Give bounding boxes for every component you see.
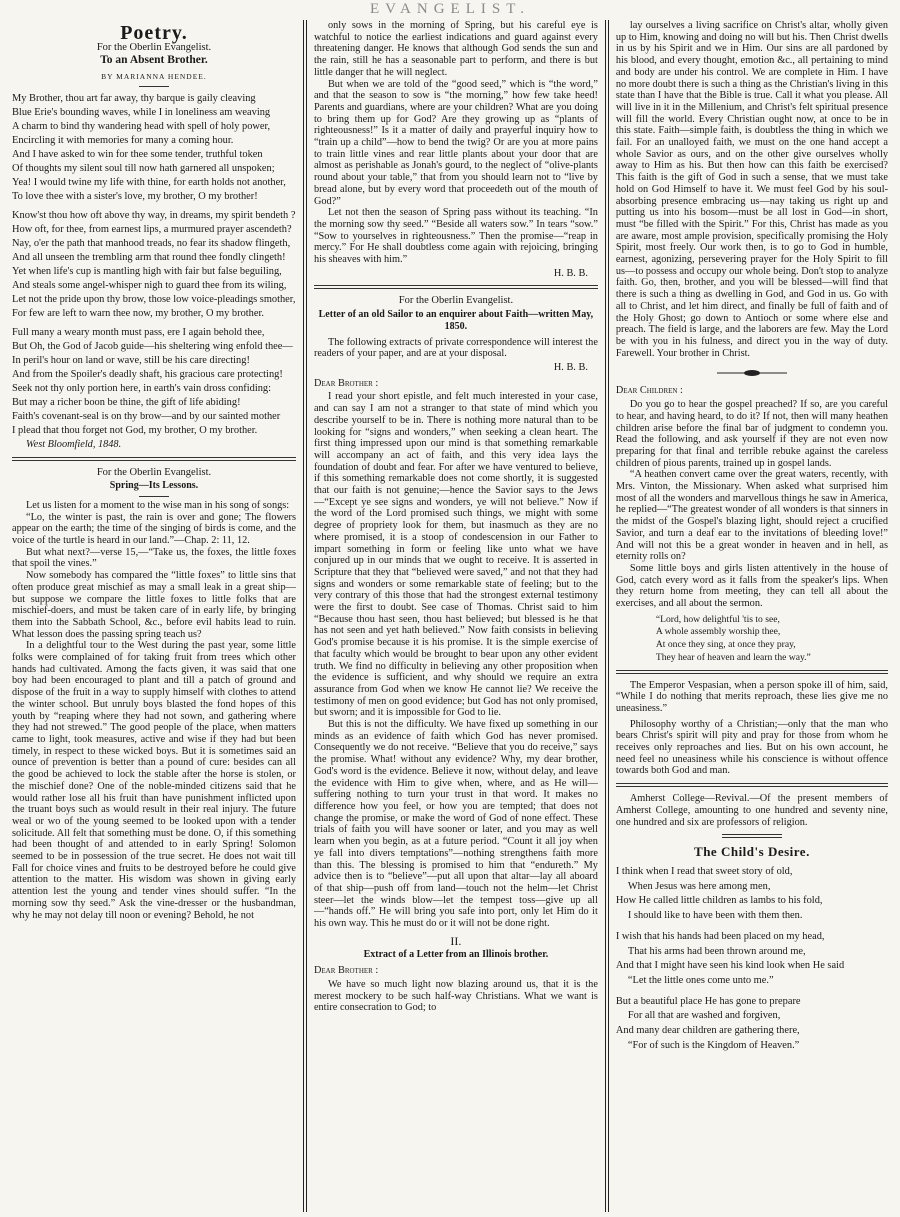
paragraph: I read your short epistle, and felt much interested in your case, and can say I am not a stranger to that state of mind which you describe yourself to be in. There is nothing more natural than to be looking for “signs and wonders,” when seeking a clean heart. The first thing impressed upon our mind is that something remarkable will accompany an act of faith, and this very idea lays the foundation of doubt and fear. For after we have ventured to believe, if this something remarkable does not come shortly, it is suggested that our faith is not genuine;—hence the Savior says to the Jews—“Except ye see signs and wonders, ye will not believe.” Now if the word of the Lord promised such things, we might with some degree of propriety look for them, but inasmuch as they are no where promised, it is a stoop of condescension in our Father to impart something in form or feeling like unto what we have conjured up in our minds that we ought to receive. It is asserted in Scripture that they that “believed were saved,” and not that they had signs and wonders or some remarkable state of feeling; but to the very contrary of this those that had the strongest external testimony were the first to doubt. See case of Thomas. Christ said to him “Because thou hast seen, thou hast believed; but blessed is he that has not seen and yet hath believed.” Now faith consists in believing God's promise because it is his promise. It is the simple exercise of that faculty which would be brought to bear upon any other evident truth. We find no difficulty in believing any other proposition when the evidence is sufficient, and why should we require an extra assurance from God when we know He cannot lie? We receive the testimony of men on good evidence; but God has not only promised, but sworn; and it is impossible for God to lie. [313, 391, 598, 719]
amherst-item: Amherst College—Revival.—Of the present members of Amherst College, amounting to one hundred and seventy nine, one hundred and six are professors of religion. [615, 793, 888, 828]
signature: H. B. B. [553, 361, 588, 373]
section-rule [12, 457, 296, 461]
poem-line: When Jesus was here among men, [627, 880, 771, 892]
poem-line: Know'st thou how oft above thy way, in dreams, my spirit bendeth ? [12, 209, 296, 221]
section-rule [616, 783, 888, 787]
poem-line: In peril's hour on land or wave, still be his care directing! [12, 354, 250, 366]
poem-line: I plead that thou forget not God, my brother, O my brother. [12, 424, 258, 436]
hymn-verse [656, 614, 888, 664]
divider [139, 86, 169, 87]
poem-line: And steals some angel-whisper nigh to guard thee from its wiling, [12, 279, 287, 291]
poem-line: And that I might have seen his kind look when He said [615, 960, 845, 972]
verse-line: At once they sing, at once they pray, [655, 639, 796, 651]
poem-line: And many dear children are gathering there, [615, 1025, 800, 1037]
letter-body [314, 391, 598, 929]
poem-line: “For of such is the Kingdom of Heaven.” [627, 1039, 800, 1051]
column-rule [303, 20, 307, 1212]
column-rule [605, 20, 609, 1212]
poem-line: How oft, for thee, from earnest lips, a murmured prayer ascendeth? [12, 223, 292, 235]
section-rule [314, 285, 598, 289]
paragraph: But what next?—verse 15,—“Take us, the foxes, the little foxes that spoil the vines.” [12, 546, 296, 570]
letter2-salutation: Dear Brother : [313, 965, 379, 977]
page-columns [6, 20, 894, 1212]
vespasian-item: The Emperor Vespasian, when a person spoke ill of him, said, “While I do nothing that merits reproach, these lies give me no uneasiness.” [615, 679, 888, 714]
letter-salutation: Dear Brother : [313, 377, 379, 389]
poem-line: I should like to have been with them then. [627, 910, 803, 922]
paragraph: only sows in the morning of Spring, but his careful eye is watchful to notice the earliest indications and guard against every threatening danger. He knows that although God sends the sun and the rain, still he has a seasonable part to perform, and there is but little danger that he will neglect. [313, 20, 598, 78]
letter-source: For the Oberlin Evangelist. [398, 295, 514, 307]
masthead: EVANGELIST. [369, 1, 531, 17]
poem2-body [616, 866, 888, 1060]
poem-line: I think when I read that sweet story of old, [615, 866, 793, 877]
letter-title: Letter of an old Sailor to an enquirer about Faith—written May, 1850. [318, 309, 594, 332]
stanza-gap [616, 1054, 888, 1060]
poem-byline: BY MARIANNA HENDEE. [101, 72, 207, 82]
column-1 [6, 20, 302, 1212]
paragraph: “A heathen convert came over the great waters, recently, with Mrs. Vinton, the Missionary. When asked what surprised him most of all the wonders and marvellous things he saw in America, he replied—“The greatest wonder of all wonders is that sinners in the midst of the Gospel's blazing light, should reject a crucified Savior, and turn a deaf ear to the invitations of bleeding love!” And will not this be a great wonder in heaven and in hell, as eternity rolls on? [615, 469, 888, 563]
paragraph: Some little boys and girls listen attentively in the house of God, catch every word as it falls from the speaker's lips. When they return home from meeting, they can tell all about the exercises, and all about the sermon. [615, 562, 888, 610]
paragraph: But this is not the difficulty. We have fixed up something in our minds as an evidence of faith which God has never promised. Consequently we do not receive. “Believe that you do receive,” says the promise. What! without any evidence? Why, my dear brother, God's word is the evidence. Believe it now, without delay, and leave the evidence with Him to give when, where, and as He will—suffering nothing to turn your trust in that word. It makes no difference how you feel, or how you are tempted; that does not change the promise, or make the word of God of none effect. These trials of faith you will have sooner or later, and you may as well learn when you begin, as at a future period. “Count it all joy when ye fall into divers temptations”—nothing strengthens faith more than this. The blessing is promised to him that “endureth.” My advice then is to “believe”—put all upon that altar—lay all aboard of that ship—push off from land—touch not the helm—let Christ steer—let the winds blow—let the tempest toss—give up all—“hands off.” He will bring you safe into port, only let Him do it his own way. This he must do or it will not be done right. [313, 719, 598, 930]
poem-line: Yea! I would twine my life with thine, for earth holds not another, [12, 176, 286, 188]
poem-line: Of thoughts my silent soul till now hath garnered all unspoken; [12, 162, 275, 174]
article-source: For the Oberlin Evangelist. [96, 466, 212, 478]
ornament-divider [616, 369, 888, 377]
poem-line: Let not the pride upon thy brow, those low voice-pleadings smother, [12, 293, 296, 305]
article-title: Spring—Its Lessons. [109, 480, 199, 492]
poem-line: For few are left to warn thee now, my brother, O my brother. [12, 307, 264, 319]
children-salutation: Dear Children : [615, 385, 683, 397]
poem-line: Encircling it with memories for many a coming hour. [12, 134, 234, 146]
poem-dateline: West Bloomfield, 1848. [26, 438, 122, 450]
poem-line: And from the Spoiler's deadly shaft, his gracious care protecting! [12, 368, 283, 380]
poem-line: For all that are washed and forgiven, [627, 1010, 781, 1022]
column-3 [610, 20, 894, 1212]
paragraph: Let us listen for a moment to the wise man in his song of songs: [26, 499, 290, 511]
poem-line: But Oh, the God of Jacob guide—his sheltering wing enfold thee— [12, 340, 293, 352]
section-rule [722, 834, 782, 838]
poem-line: And all unseen the trembling arm that round thee fondly clingeth! [12, 251, 286, 263]
poem2-title: The Child's Desire. [694, 844, 810, 860]
article-body [12, 500, 296, 921]
paragraph: In a delightful tour to the West during the past year, some little folks were complained of for taking fruit from trees which other hands had cultivated. Among the facts given, it was said that one boy had been encouraged to plant and till a patch of ground and dispose of the fruit in a way to supply himself with clothes to attend the winter school. But unruly boys blasted the fond hopes of this youth by “reaping where they had not sown, and gathering where they had not strewed.” The good people of the place, when matters came to light, took measures, active and wise if they had but been timely, in respect to these wicked boys. But it is sometimes said an ounce of prevention is better than a pound of cure: besides can all the good be achieved to lock the stable after the horse is stolen, or the mischief done? One of the noble-minded citizens said that he would rather lose all his fruit than have punishment inflicted upon the truant boys such as would result in their real injury. The future weal or wo of the young seemed to be looked upon with a tender solicitude. All felt that something must be done. O, if this something had been thought of and attended to in early Spring! Solomon seemed to be in possession of the true secret. He does not wait till Fall for choice vines and fruits to be destroyed before he could give attention to the matter. His wisdom was shown in giving early attention lest the young and tender vines should suffer. “In the morning sow thy seed.” Ask the vine-dresser or the husbandman, why he may not delay till noon or evening? Behold, he not [12, 640, 296, 921]
column-2 [308, 20, 604, 1212]
paragraph: Let not then the season of Spring pass without its teaching. “In the morning sow thy seed.” “Beside all waters sow.” In tears “sow.” “Sow to yourselves in righteousness.” Then the promise—“reap in mercy.” For He shall doubtless come again with rejoicing, bringing his sheaves with him.” [313, 207, 598, 266]
paragraph: But when we are told of the “good seed,” which is “the word,” and that the season to sow is “the morning,” how few take heed! Parents and guardians, where are your children? What are you doing to bring them up for God? Are they growing up as “plants of righteousness!” Is it a matter of daily and prayerful inquiry how to “train up a child”—how to bend the twig? Or are you at more pains to train little vines and rear little plants about your door that are almost as perishable as Jonah's gourd, to the neglect of “olive-plants round about your table,” that from you should learn not to “live by bread alone, but by every word that proceedeth out of the mouth of God?” [313, 78, 598, 207]
poetry-section-heading: Poetry. [120, 22, 188, 44]
verse-line: “Lord, how delightful 'tis to see, [655, 613, 780, 625]
section-rule [616, 670, 888, 674]
article-continued [314, 20, 598, 266]
poem-line: To love thee with a sister's love, my brother, O my brother! [12, 190, 258, 202]
ornament-icon [717, 369, 787, 377]
section-number: II. [450, 933, 462, 948]
poem-line: But may a richer boon be thine, the gift of life abiding! [12, 396, 241, 408]
letter2-body [314, 979, 598, 1014]
verse-line: They hear of heaven and learn the way.” [655, 651, 811, 663]
poem-line: But a beautiful place He has gone to prepare [615, 995, 801, 1007]
poem-line: Full many a weary month must pass, ere I again behold thee, [12, 326, 265, 338]
poem-line: How He called little children as lambs to his fold, [615, 895, 823, 907]
poem-source: For the Oberlin Evangelist. [96, 41, 212, 53]
poem-line: Seek not thy only portion here, in earth's vain dross confiding: [12, 382, 271, 394]
poem-body [12, 93, 296, 437]
letter-intro: The following extracts of private correspondence will interest the readers of your paper, and are at your disposal. [313, 336, 598, 360]
children-body [616, 399, 888, 610]
letter2-title: Extract of a Letter from an Illinois brother. [363, 949, 549, 961]
letter-continued [616, 20, 888, 359]
poem-title: To an Absent Brother. [100, 54, 208, 67]
poem-line: That his arms had been thrown around me, [627, 945, 806, 957]
poem-line: A charm to bind thy wandering head with spell of holy power, [12, 120, 271, 132]
verse-line: A whole assembly worship thee, [655, 626, 781, 638]
poem-line: And I have asked to win for thee some tender, truthful token [12, 148, 263, 160]
divider [139, 496, 169, 497]
poem-line: Yet when life's cup is mantling high with fair but false beguiling, [12, 265, 282, 277]
poem-line: Faith's covenant-seal is on thy brow—and by our sainted mother [12, 410, 281, 422]
philosophy-item: Philosophy worthy of a Christian;—only that the man who bears Christ's spirit will pity and pray for those from whom he receives only reproaches and lies. But on his own account, he need feel no uneasiness while his conscience is without offence towards both God and man. [615, 718, 888, 777]
paragraph: lay ourselves a living sacrifice on Christ's altar, wholly given up to Him, knowing and doing no will but his. Then Christ dwells in us by his Spirit and we in Him. Our sins are all pardoned by his blood, and every thought, emotion &c., all pertaining to mind and body are under his control. We are complete in Him. I have no more doubt there is such a thing as the Christian's living in this state than I have that the Bible is true. Call it what you please. All will live in it in the Millenium, and Christ's felt spiritual presence will fill the world. Every Christian ought now, at once to be in this state. Faith—simple faith, is doubtless the thing in which we fail. For an unalloyed faith, we must on the one hand accept a whole Savior as ours, and on the other give ourselves wholly away to Him as his. But then how can this faith be exercised? This faith is the gift of God in such a sense, that we must take hold on God Himself to have it. We must feel God by his soul-absorbing presence embracing us—nay taking us right up and putting us into his bosom—must be all lost in God—in short, must “be filled with the Spirit.” For this, Christ has made as you are aware, most ample provision, specifically promising the Holy Spirit, most freely. Our work then, is to go to God in humble, earnest, agonizing, persevering prayer for the Holy Spirit to fill us—to possess and occupy our whole being. Don't stop to analyze faith. Go, then, brother, and you will be blessed—will find that there is such a thing as dwelling in God, and God in us. Go with all to Christ, and let him direct, and finally be full of faith and of the Holy Ghost; go down to Antioch or some where else and preach. The field is large, and the laborers are few. May the Lord be with you in his fulness, and direct you in the way of duty. Farewell. Your brother in Christ. [615, 20, 888, 359]
signature: H. B. B. [553, 267, 588, 279]
paragraph: “Lo, the winter is past, the rain is over and gone; The flowers appear on the earth; the time of the singing of birds is come, and the voice of the turtle is heard in our land.”—Chap. 2: 11, 12. [12, 511, 296, 547]
poem-line: I wish that his hands had been placed on my head, [615, 930, 825, 942]
poem-line: “Let the little ones come unto me.” [627, 974, 774, 986]
poem-line: Nay, o'er the path that manhood treads, no fear its shadow flingeth, [12, 237, 291, 249]
paragraph: Do you go to hear the gospel preached? If so, are you careful to hear, and having heard, to do it? If not, then will many heathen children arise before the final bar of judgment to condemn you. Read the following, and ask yourself if they are not even now preparing for that final and terrible rebuke against the careless children of pious parents, trained up in gospel lands. [615, 399, 888, 469]
poem-line: My Brother, thou art far away, thy barque is gaily cleaving [12, 92, 256, 104]
paragraph: We have so much light now blazing around us, that it is the merest mockery to be such half-way Christians. What we want is entire consecration to God; to [313, 978, 598, 1014]
poem-line: Blue Erie's bounding waves, while I in loneliness am weaving [12, 106, 271, 118]
paragraph: Now somebody has compared the “little foxes” to little sins that often produce great mischief as may a small leak in a great ship—but suppose we compare the little foxes to little folks that are mischief-doers, and must be taken care of in early life, by bringing them into the Sabbath School, &c., before evil habits lead to ruin. What lesson does the passing spring teach us? [12, 570, 296, 640]
